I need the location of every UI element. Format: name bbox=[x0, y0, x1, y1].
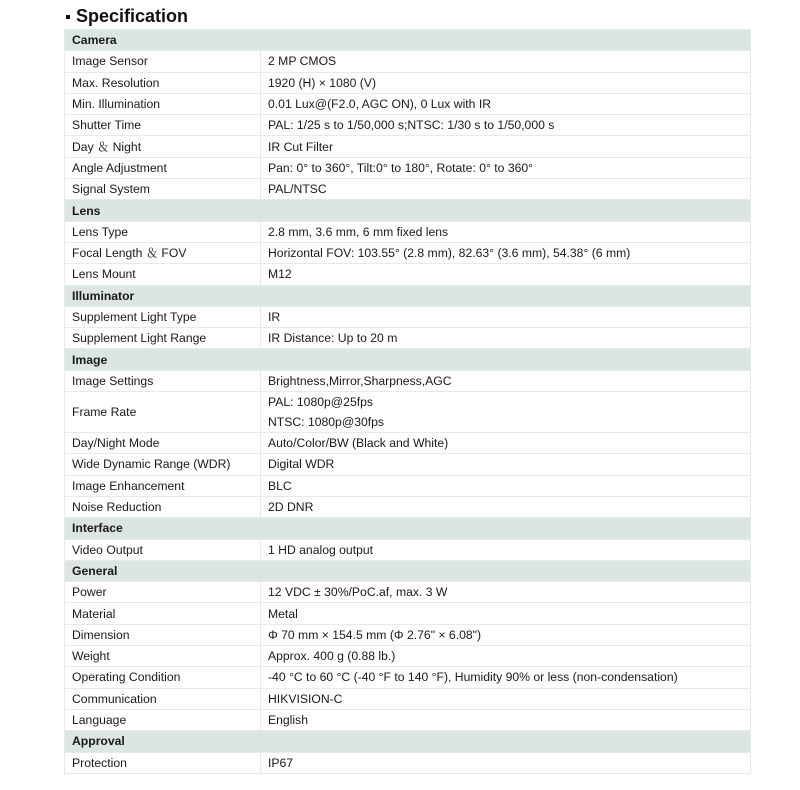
spec-value-cell bbox=[261, 454, 751, 475]
spec-value: Φ 70 mm × 154.5 mm (Φ 2.76" × 6.08") bbox=[268, 627, 482, 642]
spec-value-cell bbox=[261, 603, 751, 624]
spec-row bbox=[65, 582, 751, 603]
spec-label: Image Settings bbox=[65, 370, 261, 391]
spec-value: M12 bbox=[268, 267, 292, 282]
section-title: Image bbox=[65, 349, 751, 370]
spec-value: 2.8 mm, 3.6 mm, 6 mm fixed lens bbox=[268, 224, 449, 239]
spec-value-cell bbox=[261, 392, 751, 433]
spec-row bbox=[65, 454, 751, 475]
section-header-image bbox=[65, 349, 751, 370]
spec-value: PAL/NTSC bbox=[268, 182, 327, 197]
spec-row bbox=[65, 709, 751, 730]
spec-row bbox=[65, 688, 751, 709]
spec-row bbox=[65, 157, 751, 178]
spec-row bbox=[65, 392, 751, 433]
spec-row bbox=[65, 72, 751, 93]
spec-value-cell bbox=[261, 328, 751, 349]
spec-row bbox=[65, 242, 751, 263]
spec-label: Lens Mount bbox=[65, 264, 261, 285]
spec-value-cell bbox=[261, 496, 751, 517]
section-header-general bbox=[65, 560, 751, 581]
spec-label: Wide Dynamic Range (WDR) bbox=[65, 454, 261, 475]
spec-row bbox=[65, 93, 751, 114]
title-text: Specification bbox=[76, 6, 189, 26]
section-header-camera bbox=[65, 30, 751, 51]
spec-value-cell bbox=[261, 752, 751, 773]
spec-value-cell bbox=[261, 646, 751, 667]
spec-label: Noise Reduction bbox=[65, 496, 261, 517]
spec-row bbox=[65, 667, 751, 688]
section-title: Camera bbox=[65, 30, 751, 51]
spec-label: Focal Length ＆ FOV bbox=[65, 242, 261, 263]
spec-row bbox=[65, 475, 751, 496]
spec-value: 1 HD analog output bbox=[268, 542, 374, 557]
spec-label: Image Sensor bbox=[65, 51, 261, 72]
section-title: Lens bbox=[65, 200, 751, 221]
spec-row bbox=[65, 179, 751, 200]
spec-value: PAL: 1080p@25fps bbox=[268, 395, 373, 410]
spec-table bbox=[64, 29, 751, 774]
spec-value: English bbox=[268, 713, 308, 728]
spec-row bbox=[65, 603, 751, 624]
spec-row bbox=[65, 51, 751, 72]
spec-row bbox=[65, 433, 751, 454]
spec-value: IR bbox=[268, 310, 281, 324]
spec-row bbox=[65, 496, 751, 517]
section-header-interface bbox=[65, 518, 751, 539]
spec-row bbox=[65, 221, 751, 242]
section-header-illuminator bbox=[65, 285, 751, 306]
spec-value-cell bbox=[261, 539, 751, 560]
spec-value: Brightness,Mirror,Sharpness,AGC bbox=[268, 373, 452, 388]
spec-row bbox=[65, 115, 751, 136]
spec-label: Weight bbox=[65, 646, 261, 667]
spec-label: Lens Type bbox=[65, 221, 261, 242]
spec-value-cell bbox=[261, 688, 751, 709]
spec-value-cell bbox=[261, 51, 751, 72]
spec-value: Pan: 0° to 360°, Tilt:0° to 180°, Rotate: 0° to 360° bbox=[268, 160, 534, 175]
spec-value: 2D DNR bbox=[268, 500, 314, 515]
section-title: General bbox=[65, 560, 751, 581]
spec-value: 1920 (H) × 1080 (V) bbox=[268, 75, 377, 90]
spec-label: Angle Adjustment bbox=[65, 157, 261, 178]
spec-label: Supplement Light Range bbox=[65, 328, 261, 349]
spec-row bbox=[65, 624, 751, 645]
spec-row bbox=[65, 646, 751, 667]
spec-label: Video Output bbox=[65, 539, 261, 560]
spec-value-cell bbox=[261, 370, 751, 391]
spec-value-cell bbox=[261, 72, 751, 93]
spec-label: Protection bbox=[65, 752, 261, 773]
spec-label: Day ＆ Night bbox=[65, 136, 261, 157]
bullet-icon bbox=[66, 15, 70, 19]
spec-value: 2 MP CMOS bbox=[268, 54, 337, 69]
spec-value-cell bbox=[261, 624, 751, 645]
spec-row bbox=[65, 539, 751, 560]
spec-value: 0.01 Lux@(F2.0, AGC ON), 0 Lux with IR bbox=[268, 97, 492, 112]
spec-row bbox=[65, 752, 751, 773]
spec-value: HIKVISION-C bbox=[268, 691, 343, 706]
section-header-lens bbox=[65, 200, 751, 221]
section-header-approval bbox=[65, 731, 751, 752]
section-title: Interface bbox=[65, 518, 751, 539]
spec-value-cell bbox=[261, 221, 751, 242]
spec-label: Material bbox=[65, 603, 261, 624]
section-title: Approval bbox=[65, 731, 751, 752]
spec-label: Day/Night Mode bbox=[65, 433, 261, 454]
spec-label: Dimension bbox=[65, 624, 261, 645]
spec-value: BLC bbox=[268, 478, 292, 493]
section-title: Illuminator bbox=[65, 285, 751, 306]
spec-value: IR Cut Filter bbox=[268, 139, 334, 154]
spec-label: Min. Illumination bbox=[65, 93, 261, 114]
spec-value-cell bbox=[261, 93, 751, 114]
spec-row bbox=[65, 136, 751, 157]
spec-label: Language bbox=[65, 709, 261, 730]
spec-value: NTSC: 1080p@30fps bbox=[268, 415, 385, 430]
spec-value: Auto/Color/BW (Black and White) bbox=[268, 436, 449, 451]
spec-value: 12 VDC ± 30%/PoC.af, max. 3 W bbox=[268, 585, 448, 600]
spec-value-cell bbox=[261, 264, 751, 285]
spec-value: -40 °C to 60 °C (-40 °F to 140 °F), Humidity 90% or less (non-condensation) bbox=[268, 670, 678, 685]
spec-label: Signal System bbox=[65, 179, 261, 200]
spec-value: Metal bbox=[268, 606, 298, 621]
spec-row bbox=[65, 306, 751, 327]
page-title bbox=[66, 6, 188, 27]
spec-row bbox=[65, 264, 751, 285]
spec-value-cell bbox=[261, 433, 751, 454]
spec-value-cell bbox=[261, 136, 751, 157]
spec-value: Horizontal FOV: 103.55° (2.8 mm), 82.63° (3.6 mm), 54.38° (6 mm) bbox=[268, 246, 631, 261]
spec-value-cell bbox=[261, 709, 751, 730]
spec-value-cell bbox=[261, 179, 751, 200]
spec-value: Approx. 400 g (0.88 lb.) bbox=[268, 649, 396, 664]
spec-value-cell bbox=[261, 306, 751, 327]
spec-value: IP67 bbox=[268, 755, 294, 770]
spec-label: Operating Condition bbox=[65, 667, 261, 688]
spec-row bbox=[65, 328, 751, 349]
spec-value-cell bbox=[261, 242, 751, 263]
spec-label: Frame Rate bbox=[65, 392, 261, 433]
spec-value-cell bbox=[261, 475, 751, 496]
spec-value: IR Distance: Up to 20 m bbox=[268, 331, 398, 346]
spec-label: Image Enhancement bbox=[65, 475, 261, 496]
spec-value-cell bbox=[261, 582, 751, 603]
spec-value-cell bbox=[261, 115, 751, 136]
spec-value-cell bbox=[261, 667, 751, 688]
spec-label: Max. Resolution bbox=[65, 72, 261, 93]
spec-label: Shutter Time bbox=[65, 115, 261, 136]
spec-value: PAL: 1/25 s to 1/50,000 s;NTSC: 1/30 s to 1/50,000 s bbox=[268, 118, 555, 133]
spec-label: Supplement Light Type bbox=[65, 306, 261, 327]
spec-value: Digital WDR bbox=[268, 457, 335, 472]
spec-value-cell bbox=[261, 157, 751, 178]
spec-label: Power bbox=[65, 582, 261, 603]
spec-row bbox=[65, 370, 751, 391]
spec-label: Communication bbox=[65, 688, 261, 709]
